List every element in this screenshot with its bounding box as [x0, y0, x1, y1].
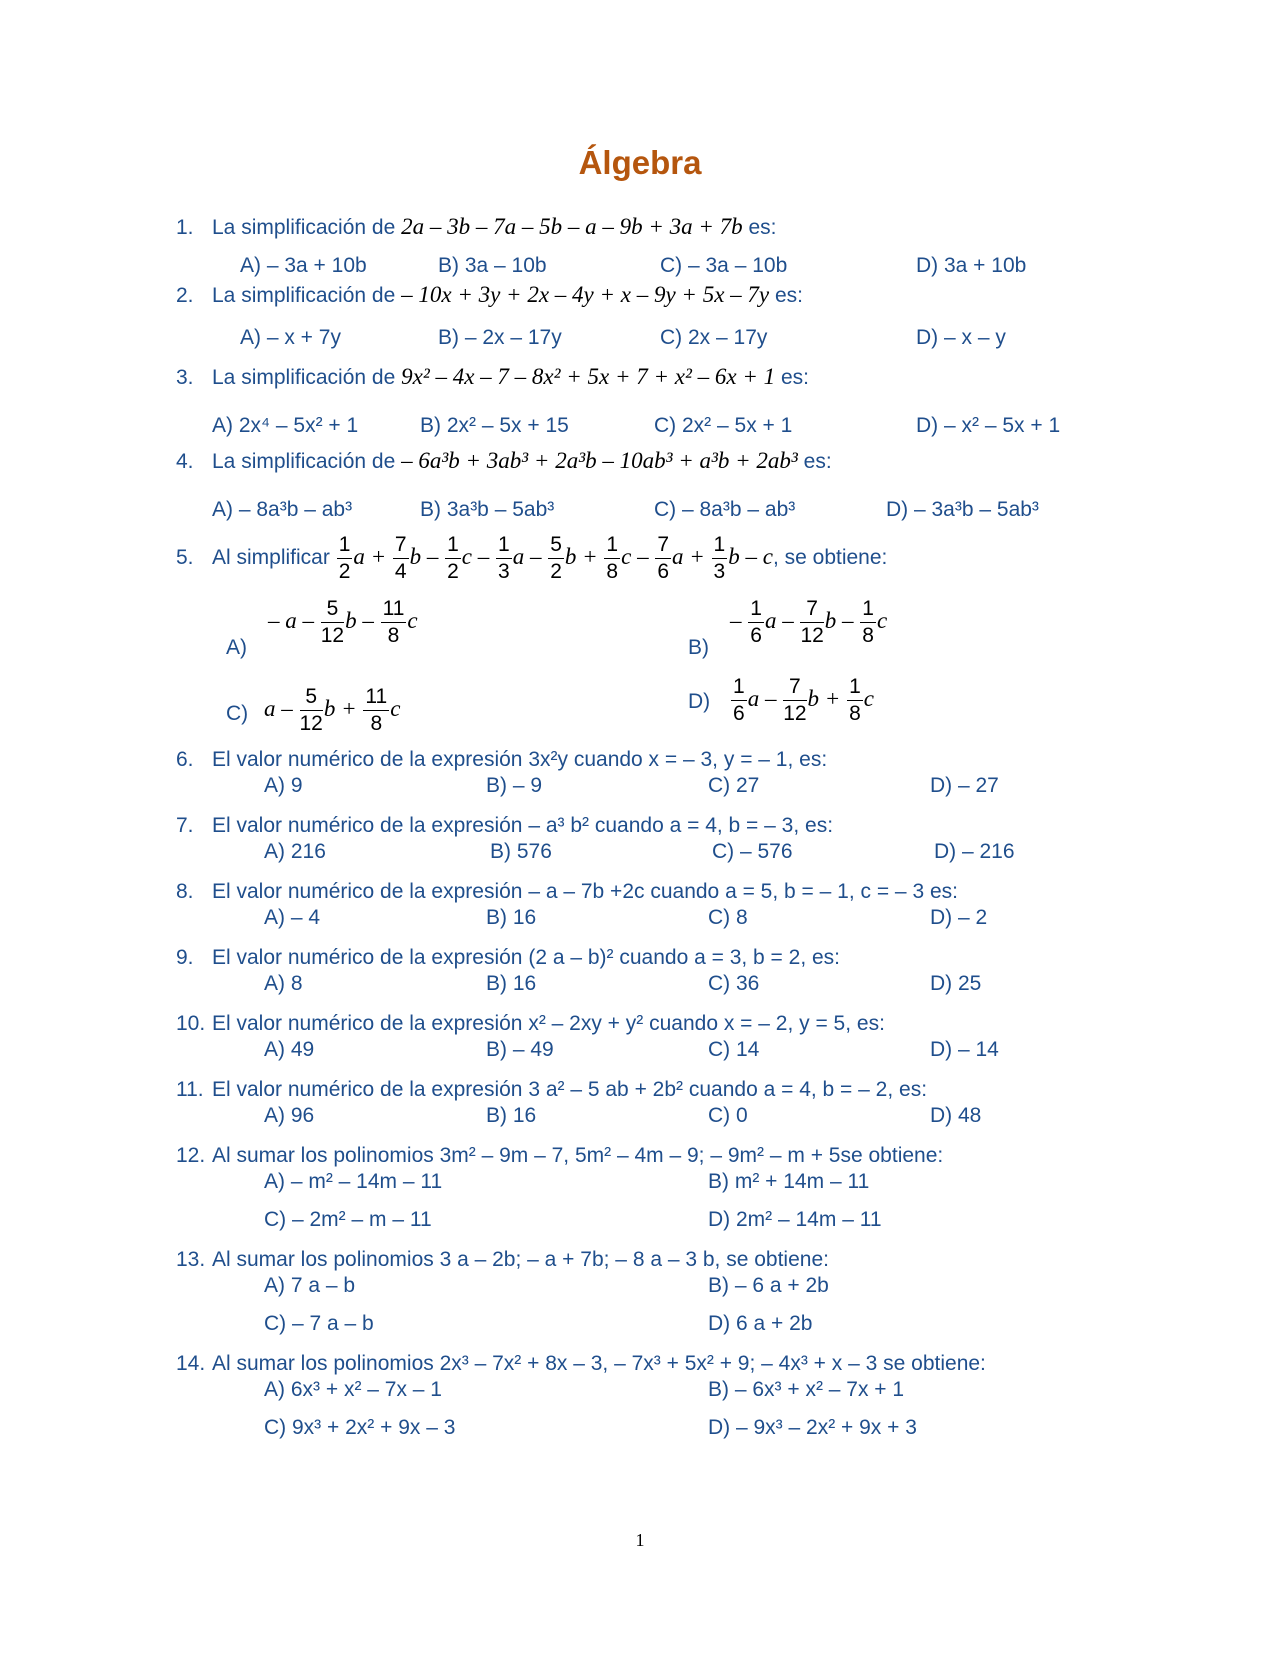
question-number: 6. [176, 748, 194, 771]
question-expression: 2a – 3b – 7a – 5b – a – 9b + 3a + 7b [401, 214, 743, 239]
option-a: A) – 3a + 10b [240, 254, 367, 277]
option-c: C) – 3a – 10b [660, 254, 788, 277]
option-b-expression: – $\frac{1}{6}$ a – $\frac{7}{12}$ b – $\frac{1}{8}$ c [730, 597, 888, 647]
question-prefix: La simplificación de [212, 284, 396, 307]
option-a: A) 96 [264, 1104, 315, 1127]
option-d: D) 6 a + 2b [708, 1312, 813, 1335]
option-d: D) – 3a³b – 5ab³ [886, 498, 1039, 521]
question-prefix: La simplificación de [212, 216, 396, 239]
question-text: El valor numérico de la expresión – a³ b² cuando a = 4, b = – 3, es: [212, 814, 834, 837]
option-a-expression: – a – $\frac{5}{12}$ b – $\frac{11}{8}$ c [268, 597, 418, 647]
option-c: C) 27 [708, 774, 760, 797]
option-b: B) 576 [490, 840, 552, 863]
option-d: D) 48 [930, 1104, 982, 1127]
question-suffix: es: [748, 216, 777, 239]
question-suffix: es: [803, 450, 832, 473]
option-d: D) – 9x³ – 2x² + 9x + 3 [708, 1416, 917, 1439]
question-9 [176, 946, 840, 970]
option-c: C) – 576 [712, 840, 793, 863]
option-c: C) 2x – 17y [660, 326, 768, 349]
option-a: A) – 4 [264, 906, 321, 929]
option-c: C) 8 [708, 906, 748, 929]
option-d: D) – 14 [930, 1038, 999, 1061]
question-suffix: , se obtiene: [772, 546, 888, 570]
question-6 [176, 748, 827, 772]
question-expression: – 10x + 3y + 2x – 4y + x – 9y + 5x – 7y [401, 282, 770, 307]
question-expression: – 6a³b + 3ab³ + 2a³b – 10ab³ + a³b + 2ab³ [401, 448, 798, 473]
question-text: El valor numérico de la expresión – a – 7b +2c cuando a = 5, b = – 1, c = – 3 es: [212, 880, 958, 903]
question-number: 10. [176, 1012, 206, 1035]
option-c: C) [226, 702, 249, 725]
question-number: 2. [176, 284, 194, 307]
option-a: A) 216 [264, 840, 326, 863]
question-10 [176, 1012, 885, 1036]
option-a: A) 2x⁴ – 5x² + 1 [212, 414, 359, 437]
option-d: D) 3a + 10b [916, 254, 1027, 277]
option-a: A) – 8a³b – ab³ [212, 498, 353, 521]
question-number: 11. [176, 1078, 204, 1101]
question-14 [176, 1352, 986, 1376]
page-title: Álgebra [578, 144, 702, 181]
option-d: D) – 2 [930, 906, 988, 929]
option-a: A) 7 a – b [264, 1274, 356, 1297]
option-a: A) 6x³ + x² – 7x – 1 [264, 1378, 442, 1401]
question-expression: $\frac{1}{2}$ a + $\frac{7}{4}$ b – $\frac{1}{2}$ c – $\frac{1}{3}$ a – $\frac{5}{2}$ b + $\frac{1}{8}$ c – $\frac{7}{6}$ a + $\frac{1}{3}$ b – c [338, 533, 773, 583]
question-3 [176, 364, 809, 390]
option-b: B) – 2x – 17y [438, 326, 562, 349]
question-number: 7. [176, 814, 194, 837]
question-2 [176, 282, 803, 308]
option-b: B) [688, 636, 709, 659]
question-12 [176, 1144, 943, 1168]
option-b: B) 2x² – 5x + 15 [420, 414, 569, 437]
option-c: C) 36 [708, 972, 760, 995]
option-c: C) 0 [708, 1104, 748, 1127]
option-a: A) – x + 7y [240, 326, 341, 349]
option-d: D) [688, 690, 711, 713]
option-b: B) – 9 [486, 774, 543, 797]
question-number: 4. [176, 450, 194, 473]
option-b: B) – 49 [486, 1038, 554, 1061]
option-d: D) – x² – 5x + 1 [916, 414, 1061, 437]
option-c: C) 14 [708, 1038, 760, 1061]
question-number: 1. [176, 216, 194, 239]
question-1 [176, 214, 777, 240]
option-c-expression: a – $\frac{5}{12}$ b + $\frac{11}{8}$ c [264, 685, 401, 735]
question-number: 9. [176, 946, 194, 969]
question-suffix: es: [780, 366, 809, 389]
question-8 [176, 880, 958, 904]
option-b: B) m² + 14m – 11 [708, 1170, 870, 1193]
question-text: El valor numérico de la expresión (2 a – b)² cuando a = 3, b = 2, es: [212, 946, 841, 969]
question-text: El valor numérico de la expresión 3x²y cuando x = – 3, y = – 1, es: [212, 748, 828, 771]
question-expression: 9x² – 4x – 7 – 8x² + 5x + 7 + x² – 6x + 1 [401, 364, 776, 389]
option-a: A) [226, 636, 247, 659]
question-text: Al sumar los polinomios 3m² – 9m – 7, 5m² – 4m – 9; – 9m² – m + 5se obtiene: [212, 1144, 944, 1167]
question-number: 3. [176, 366, 194, 389]
question-11 [176, 1078, 927, 1102]
option-b: B) 16 [486, 906, 537, 929]
option-d: D) – 27 [930, 774, 999, 797]
question-text: El valor numérico de la expresión 3 a² – 5 ab + 2b² cuando a = 4, b = – 2, es: [212, 1078, 928, 1101]
option-b: B) 3a – 10b [438, 254, 547, 277]
option-d: D) – x – y [916, 326, 1006, 349]
question-prefix: La simplificación de [212, 450, 396, 473]
question-number: 12. [176, 1144, 206, 1167]
question-number: 5. [176, 546, 194, 570]
question-text: El valor numérico de la expresión x² – 2xy + y² cuando x = – 2, y = 5, es: [212, 1012, 885, 1035]
option-c: C) – 2m² – m – 11 [264, 1208, 432, 1231]
question-5 [176, 532, 887, 585]
question-number: 13. [176, 1248, 206, 1271]
question-13 [176, 1248, 829, 1272]
question-prefix: Al simplificar [212, 546, 330, 570]
option-a: A) 9 [264, 774, 303, 797]
option-a: A) – m² – 14m – 11 [264, 1170, 443, 1193]
option-b: B) 16 [486, 1104, 537, 1127]
question-number: 14. [176, 1352, 206, 1375]
question-number: 8. [176, 880, 194, 903]
option-b: B) – 6 a + 2b [708, 1274, 829, 1297]
option-c: C) – 8a³b – ab³ [654, 498, 796, 521]
question-prefix: La simplificación de [212, 366, 396, 389]
option-b: B) 3a³b – 5ab³ [420, 498, 555, 521]
option-d: D) – 216 [934, 840, 1015, 863]
option-a: A) 8 [264, 972, 303, 995]
option-c: C) 2x² – 5x + 1 [654, 414, 793, 437]
question-text: Al sumar los polinomios 2x³ – 7x² + 8x – 3, – 7x³ + 5x² + 9; – 4x³ + x – 3 se obtiene: [212, 1352, 986, 1375]
option-c: C) – 7 a – b [264, 1312, 374, 1335]
option-b: B) – 6x³ + x² – 7x + 1 [708, 1378, 905, 1401]
option-c: C) 9x³ + 2x² + 9x – 3 [264, 1416, 456, 1439]
option-d: D) 2m² – 14m – 11 [708, 1208, 882, 1231]
question-4 [176, 448, 832, 474]
option-b: B) 16 [486, 972, 537, 995]
question-7 [176, 814, 833, 838]
question-suffix: es: [774, 284, 803, 307]
page-number: 1 [635, 1530, 645, 1550]
option-a: A) 49 [264, 1038, 315, 1061]
option-d-expression: $\frac{1}{6}$ a – $\frac{7}{12}$ b + $\frac{1}{8}$ c [733, 675, 874, 725]
question-text: Al sumar los polinomios 3 a – 2b; – a + 7b; – 8 a – 3 b, se obtiene: [212, 1248, 829, 1271]
option-d: D) 25 [930, 972, 982, 995]
